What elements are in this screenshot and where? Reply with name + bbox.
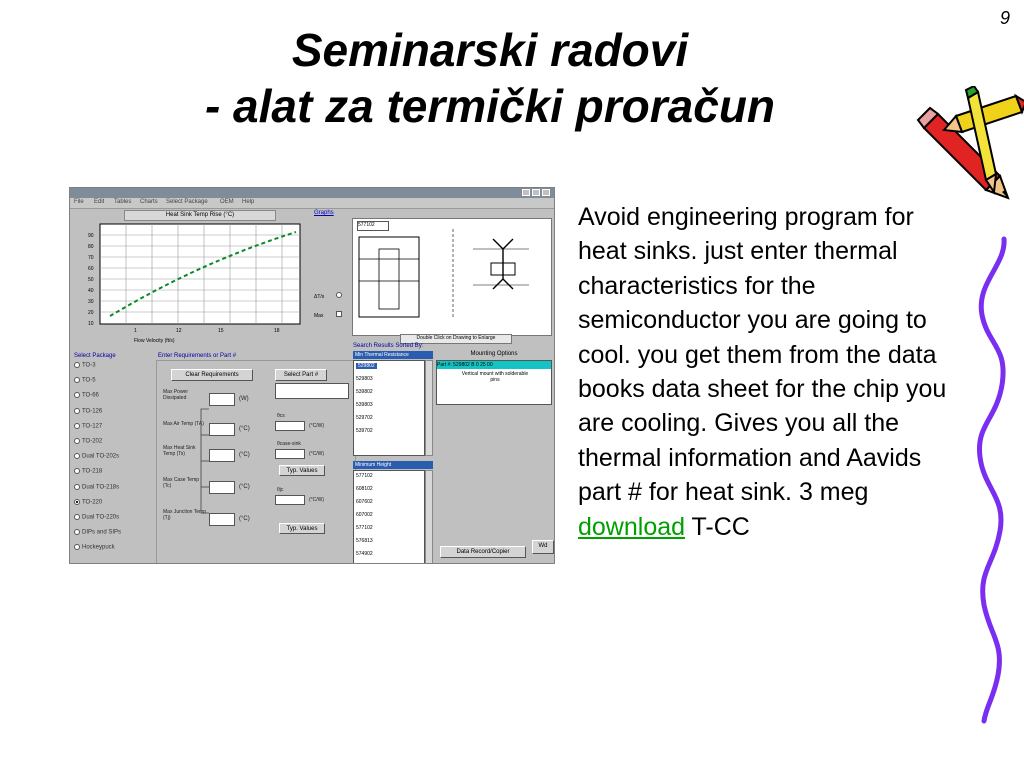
package-option-label: Hockeypuck bbox=[82, 544, 115, 551]
x-tick-2: 15 bbox=[218, 328, 224, 334]
title-line-1: Seminarski radovi bbox=[291, 24, 689, 76]
body-text-tail: T-CC bbox=[685, 512, 750, 541]
y-tick-2: 70 bbox=[88, 255, 94, 261]
package-option[interactable] bbox=[74, 499, 102, 506]
menu-item-select-package[interactable]: Select Package bbox=[166, 199, 208, 205]
case-temp-unit: (°C) bbox=[239, 484, 250, 490]
package-option-label: TO-5 bbox=[82, 377, 96, 384]
package-option-label: Dual TO-218s bbox=[82, 484, 120, 491]
theta-cs-unit: (°C/W) bbox=[309, 423, 325, 429]
mounting-options-header: Mounting Options bbox=[436, 351, 552, 359]
list-item[interactable]: 529803 bbox=[356, 376, 373, 382]
list-item[interactable]: 539803 bbox=[356, 402, 373, 408]
package-option[interactable] bbox=[74, 544, 115, 551]
package-option[interactable] bbox=[74, 423, 102, 430]
menu-item-oem[interactable]: OEM bbox=[220, 199, 234, 205]
sort-by-label: Search Results Sorted By: bbox=[353, 343, 424, 349]
package-option-label: TO-66 bbox=[82, 392, 99, 399]
theta-case-sink-input[interactable] bbox=[275, 449, 305, 459]
menu-item-help[interactable]: Help bbox=[242, 199, 255, 205]
theta-jc-unit: (°C/W) bbox=[309, 497, 325, 503]
menu-item-file[interactable]: File bbox=[74, 199, 84, 205]
package-radio-icon[interactable] bbox=[74, 377, 80, 383]
heat-sink-outline-icon bbox=[353, 219, 551, 335]
power-input[interactable] bbox=[209, 393, 235, 406]
select-package-label: Select Package bbox=[74, 353, 116, 359]
theta-case-sink-label: θcase-sink bbox=[277, 441, 301, 447]
package-option-label: TO-220 bbox=[82, 499, 103, 506]
graphs-link[interactable]: Graphs bbox=[314, 210, 334, 216]
select-part-button[interactable]: Select Part # bbox=[275, 369, 327, 381]
list-item[interactable]: 576813 bbox=[356, 538, 373, 544]
x-tick-3: 18 bbox=[274, 328, 280, 334]
package-option-label: TO-127 bbox=[82, 423, 103, 430]
package-option-label: TO-3 bbox=[82, 362, 96, 369]
list-item[interactable]: 539702 bbox=[356, 428, 373, 434]
y-tick-1: 80 bbox=[88, 244, 94, 250]
package-option[interactable] bbox=[74, 453, 119, 460]
mounting-selected-row[interactable]: Part #: 529802 B 0 25 00 bbox=[437, 361, 551, 369]
package-option[interactable] bbox=[74, 377, 96, 384]
package-option[interactable] bbox=[74, 529, 121, 536]
field-label-case-temp: Max Case Temp (Tc) bbox=[163, 477, 200, 489]
package-radio-icon[interactable] bbox=[74, 438, 80, 444]
package-option[interactable] bbox=[74, 362, 96, 369]
theta-cs-label: θcs bbox=[277, 413, 285, 419]
theta-jc-label: θjc bbox=[277, 487, 284, 493]
package-option-label: Dual TO-220s bbox=[82, 514, 120, 521]
list-item[interactable]: 577102 bbox=[356, 473, 373, 479]
package-radio-icon[interactable] bbox=[74, 514, 80, 520]
chart-panel bbox=[74, 210, 350, 350]
theta-cs-input[interactable] bbox=[275, 421, 305, 431]
clear-requirements-button[interactable]: Clear Requirements bbox=[171, 369, 253, 381]
package-radio-icon[interactable] bbox=[74, 529, 80, 535]
minimum-height-list[interactable] bbox=[353, 470, 425, 564]
y-tick-8: 10 bbox=[88, 321, 94, 327]
chart-title: Heat Sink Temp Rise (°C) bbox=[124, 210, 276, 221]
typ-values-button-1[interactable]: Typ. Values bbox=[279, 465, 325, 476]
list2-scrollbar[interactable] bbox=[425, 470, 433, 564]
field-label-sink-temp: Max Heat Sink Temp (Ts) bbox=[163, 445, 196, 457]
delta-t-radio[interactable] bbox=[336, 292, 342, 298]
drawing-part-dropdown[interactable]: 577102 bbox=[357, 221, 389, 231]
list-item[interactable]: 529702 bbox=[356, 415, 373, 421]
max-checkbox[interactable] bbox=[336, 311, 342, 317]
menu-item-edit[interactable]: Edit bbox=[94, 199, 105, 205]
package-option-label: Dual TO-202s bbox=[82, 453, 120, 460]
package-option[interactable] bbox=[74, 468, 102, 475]
package-radio-icon[interactable] bbox=[74, 408, 80, 414]
check-label: Max bbox=[314, 313, 324, 319]
package-option-label: TO-202 bbox=[82, 438, 103, 445]
sink-temp-unit: (°C) bbox=[239, 452, 250, 458]
case-temp-input[interactable] bbox=[209, 481, 235, 494]
package-radio-icon[interactable] bbox=[74, 544, 80, 550]
heat-sink-drawing[interactable] bbox=[352, 218, 552, 336]
theta-case-sink-unit: (°C/W) bbox=[309, 451, 325, 457]
thermal-resistance-list[interactable] bbox=[353, 360, 425, 456]
package-radio-icon[interactable] bbox=[74, 453, 80, 459]
title-line-2: - alat za termički proračun bbox=[204, 80, 776, 132]
y-tick-0: 90 bbox=[88, 233, 94, 239]
package-radio-icon[interactable] bbox=[74, 484, 80, 490]
sink-temp-input[interactable] bbox=[209, 449, 235, 462]
minimize-icon[interactable] bbox=[522, 189, 530, 196]
list-item[interactable]: 607602 bbox=[356, 499, 373, 505]
window-titlebar bbox=[70, 188, 554, 198]
package-radio-icon[interactable] bbox=[74, 468, 80, 474]
requirements-panel bbox=[156, 360, 356, 564]
junction-temp-input[interactable] bbox=[209, 513, 235, 526]
list1-header[interactable]: Min Thermal Resistance bbox=[353, 351, 433, 359]
x-tick-1: 12 bbox=[176, 328, 182, 334]
x-tick-0: 1 bbox=[134, 328, 137, 334]
x-axis-label: Flow Velocity (ft/s) bbox=[134, 338, 175, 344]
list2-header[interactable]: Minimum Height bbox=[353, 461, 433, 469]
package-radio-icon[interactable] bbox=[74, 392, 80, 398]
pencils-clipart-icon bbox=[916, 86, 1024, 204]
chart-plot-area bbox=[100, 224, 300, 324]
junction-temp-unit: (°C) bbox=[239, 516, 250, 522]
list-item[interactable]: 577102 bbox=[356, 525, 373, 531]
list-item[interactable]: 607002 bbox=[356, 512, 373, 518]
maximize-icon[interactable] bbox=[532, 189, 540, 196]
y-tick-6: 30 bbox=[88, 299, 94, 305]
list-item[interactable]: 539802 bbox=[356, 389, 373, 395]
wavy-line-decoration-icon bbox=[970, 235, 1014, 725]
package-option[interactable] bbox=[74, 408, 102, 415]
list-item[interactable]: 608102 bbox=[356, 486, 373, 492]
part-number-input[interactable] bbox=[275, 383, 349, 399]
package-radio-icon[interactable] bbox=[74, 423, 80, 429]
window-menubar bbox=[70, 198, 554, 209]
menu-item-tables[interactable]: Tables bbox=[114, 199, 132, 205]
field-label-air-temp: Max Air Temp (TA) bbox=[163, 421, 204, 427]
package-option[interactable] bbox=[74, 392, 99, 399]
search-results-panel bbox=[353, 343, 433, 564]
close-icon[interactable] bbox=[542, 189, 550, 196]
package-option-label: TO-126 bbox=[82, 408, 103, 415]
air-temp-input[interactable] bbox=[209, 423, 235, 436]
package-option[interactable] bbox=[74, 514, 119, 521]
partial-button[interactable]: Wd bbox=[532, 540, 554, 554]
list1-scrollbar[interactable] bbox=[425, 360, 433, 456]
mounting-options-box[interactable] bbox=[436, 360, 552, 405]
air-temp-unit: (°C) bbox=[239, 426, 250, 432]
package-option-label: TO-218 bbox=[82, 468, 103, 475]
download-link[interactable]: download bbox=[578, 512, 686, 541]
package-option[interactable] bbox=[74, 438, 102, 445]
theta-jc-input[interactable] bbox=[275, 495, 305, 505]
drawing-caption: Double Click on Drawing to Enlarge bbox=[400, 334, 512, 344]
slide-title bbox=[60, 22, 920, 134]
typ-values-button-2[interactable]: Typ. Values bbox=[279, 523, 325, 534]
package-option[interactable] bbox=[74, 484, 119, 491]
data-record-button[interactable]: Data Record/Copier bbox=[440, 546, 526, 558]
list-item[interactable]: 574902 bbox=[356, 551, 373, 557]
menu-item-charts[interactable]: Charts bbox=[140, 199, 158, 205]
slide-number: 9 bbox=[999, 8, 1010, 28]
package-radio-icon[interactable] bbox=[74, 362, 80, 368]
y-tick-7: 20 bbox=[88, 310, 94, 316]
power-unit: (W) bbox=[239, 396, 249, 402]
body-text-main: Avoid engineering program for heat sinks. just enter thermal characteristics for the semiconductor you are going to cool. you get them from the data books data sheet for the chip you are cooling. Gives you all the thermal information and Aavids part # for heat sink. 3 meg bbox=[578, 203, 947, 507]
field-label-junction-temp: Max Junction Temp (Tj) bbox=[163, 509, 206, 521]
slide-body-text bbox=[578, 200, 964, 544]
mounting-description: Vertical mount with solderable pins bbox=[461, 371, 529, 383]
list-item[interactable]: 529802 bbox=[358, 363, 375, 369]
program-screenshot bbox=[69, 187, 555, 564]
y-tick-4: 50 bbox=[88, 277, 94, 283]
enter-requirements-label: Enter Requirements or Part # bbox=[158, 353, 237, 359]
package-radio-icon[interactable] bbox=[74, 499, 80, 505]
flow-connector-lines bbox=[191, 401, 211, 521]
temp-rise-chart bbox=[74, 220, 350, 350]
y-tick-3: 60 bbox=[88, 266, 94, 272]
field-label-power: Max Power Dissipated bbox=[163, 389, 189, 401]
package-option-label: DIPs and SIPs bbox=[82, 529, 122, 536]
y-tick-5: 40 bbox=[88, 288, 94, 294]
radio-label: ΔT/s bbox=[314, 294, 325, 300]
